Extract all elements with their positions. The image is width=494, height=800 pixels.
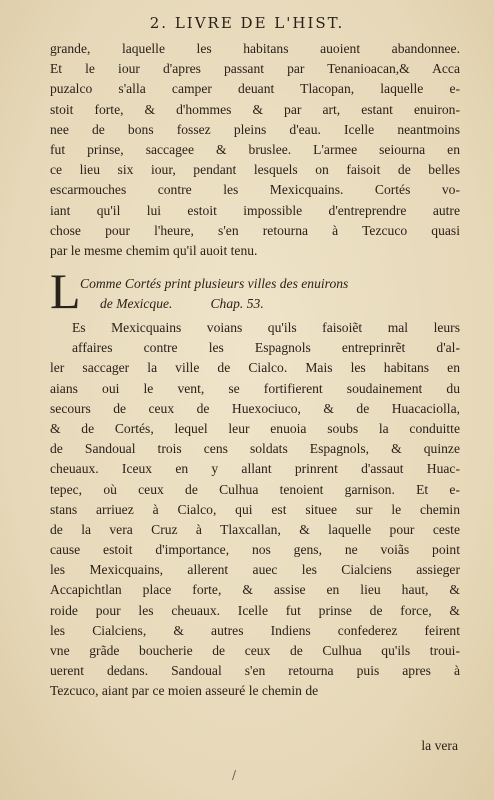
text-line: cheuaux. Iceux en y allant prinrent d'assaut Huac-: [50, 461, 460, 477]
chapter-title-line-2: [50, 294, 460, 314]
running-header: 2. LIVRE DE L'HIST.: [149, 14, 345, 32]
text-line: Tezcuco, aiant par ce moien asseuré le chemin de: [50, 683, 319, 699]
footer-mark: /: [232, 768, 237, 782]
text-line: stans arriuez à Cialco, qui est situee sur le chemin: [50, 501, 460, 517]
chapter-title-place: de Mexicque.: [100, 296, 173, 311]
chapter-heading: [50, 274, 460, 314]
text-line: & de Cortés, lequel leur enuoia soubs la conduitte: [50, 420, 460, 436]
text-line: de la vera Cruz à Tlaxcallan, & laquelle pour ceste: [50, 521, 460, 537]
paragraph-2: [50, 318, 460, 702]
text-line: escarmouches contre les Mexicquains. Cortés vo-: [50, 182, 460, 198]
text-line: stoit forte, & d'hommes & par art, estant enuiron-: [50, 101, 460, 117]
text-line: fut prinse, saccagee & bruslee. L'armee seiourna en: [50, 141, 460, 157]
chapter-number: Chap. 53.: [210, 296, 264, 311]
text-line: les Cialciens, & autres Indiens confederez feirent: [50, 622, 460, 638]
text-line: roide pour les cheuaux. Icelle fut prinse de force, &: [50, 602, 460, 618]
text-line: affaires contre les Espagnols entreprinrẽt d'al-: [72, 340, 460, 356]
text-line: Et le iour d'apres passant par Tenanioacan,& Acca: [50, 61, 460, 77]
catchword: la vera: [421, 738, 458, 753]
text-line: par le mesme chemim qu'il auoit tenu.: [50, 242, 258, 258]
text-line: puzalco s'alla camper deuant Tlacopan, laquelle e-: [50, 81, 460, 97]
text-line: uerent dedans. Sandoual s'en retourna puis apres à: [50, 663, 460, 679]
text-line: ler saccager la ville de Cialco. Mais les habitans en: [50, 360, 460, 376]
text-line: Accapichtlan place forte, & assise en lieu haut, &: [50, 582, 460, 598]
drop-cap: L: [50, 263, 81, 319]
paragraph-1: [50, 39, 460, 261]
text-line: grande, laquelle les habitans auoient abandonnee.: [50, 41, 460, 56]
chapter-title-line-1: Comme Cortés print plusieurs villes des enuirons: [80, 276, 349, 291]
text-line: chose pour l'heure, s'en retourna à Tezcuco quasi: [50, 222, 460, 238]
text-line: les Mexicquains, allerent auec les Cialciens assieger: [50, 562, 460, 578]
text-line: cause estoit d'importance, nos gens, ne voiãs point: [50, 542, 460, 558]
text-line: aians oui le vent, se fortifierent soudainement du: [50, 380, 460, 396]
text-line: iant qu'il lui estoit impossible d'entreprendre autre: [50, 202, 460, 218]
text-line: de Sandoual trois cens soldats Espagnols, & quinze: [50, 441, 460, 457]
text-line: Es Mexicquains voians qu'ils faisoiẽt mal leurs: [72, 320, 460, 335]
text-line: secours de ceux de Huexociuco, & de Huacaciolla,: [50, 400, 460, 416]
text-line: ce lieu six iour, pendant lesquels on faisoit de belles: [50, 162, 460, 178]
text-line: vne grãde boucherie de ceux de Culhua qu'ils troui-: [50, 643, 460, 658]
text-line: nee de bons fossez pleins d'eau. Icelle neantmoins: [50, 121, 460, 137]
text-line: tepec, où ceux de Culhua tenoient garnison. Et e-: [50, 481, 460, 497]
